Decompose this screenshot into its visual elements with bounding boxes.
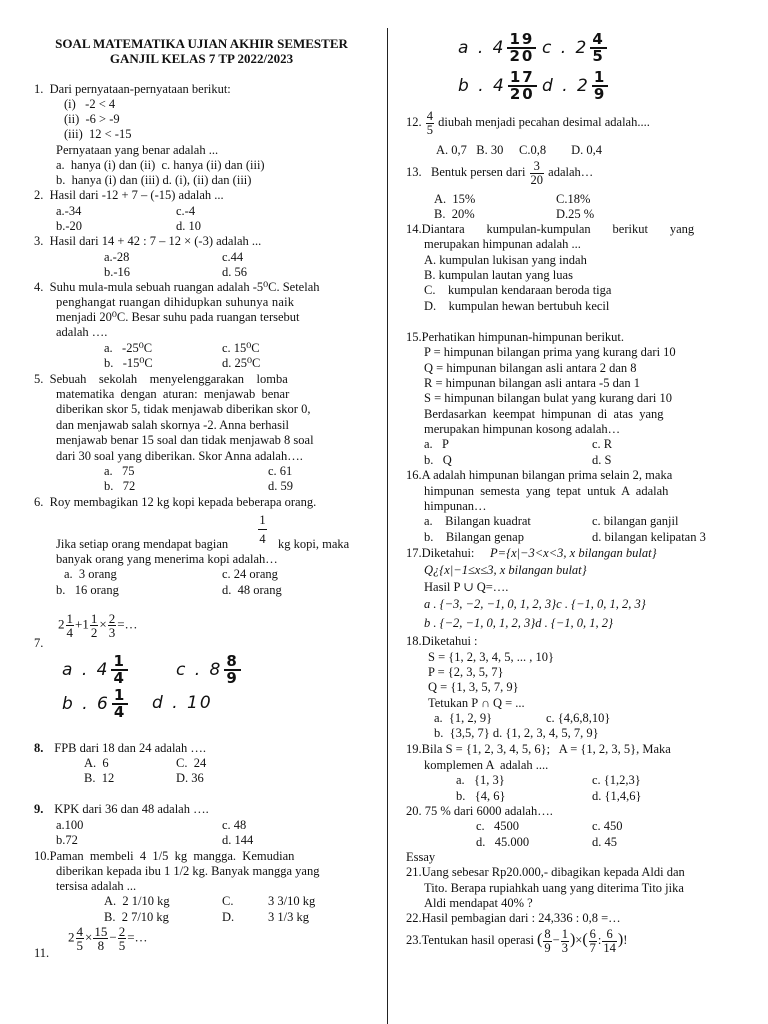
q7-option-b-den: 4 [113, 703, 127, 721]
q9-option-b: b.72 [56, 833, 78, 847]
q7-frac-2 [90, 612, 99, 639]
q14-line-1: 14.Diantara kumpulan-kumpulan berikut yang [406, 222, 695, 236]
q5-line-4: dan menjawab salah skornya -2. Anna berhasil [56, 418, 289, 432]
q12-fraction [426, 110, 434, 136]
q7-option-c-den: 9 [226, 669, 239, 687]
q23-frac-4 [602, 928, 617, 954]
q17-set-q: Q¿{x|−1≤x≤3, x bilangan bulat} [424, 563, 587, 577]
q11-option-a-num: 19 [509, 30, 535, 48]
q19-line-1: 19.Bila S = {1, 2, 3, 4, 5, 6}; A = {1, 2, 3, 5}, Maka [406, 742, 671, 756]
q5-option-a: a. 75 [104, 464, 135, 478]
q15-line-3: merupakan himpunan kosong adalah… [424, 422, 621, 436]
q3-option-d: d. 56 [222, 265, 247, 279]
q19-option-d: d. {1,4,6} [592, 789, 642, 803]
q11-option-b-den: 20 [509, 85, 535, 103]
q11-option-c-num: 4 [592, 30, 605, 48]
q11-option-a-frac [507, 32, 536, 64]
q2-option-a: a.-34 [56, 204, 82, 218]
q9-number: 9. [34, 802, 44, 816]
q7-frac-1 [66, 612, 75, 639]
q11-option-d-num: 1 [593, 68, 607, 86]
q7-option-b [62, 688, 130, 720]
q1-text: 1. Dari pernyataan-pernyataan berikut: [34, 82, 231, 96]
q18-line-2: Tetukan P ∩ Q = ... [428, 696, 525, 710]
q11-option-d [542, 70, 610, 102]
q19-option-a: a. {1, 3} [456, 773, 505, 787]
q8-option-c: C. 24 [176, 756, 207, 770]
q8-text: FPB dari 18 dan 24 adalah …. [48, 741, 206, 755]
q2-option-c: c.-4 [176, 204, 196, 218]
q23-frac-4-den: 14 [603, 940, 616, 955]
q21-line-3: Aldi mendapat 40% ? [424, 896, 533, 910]
q5-line-3: diberikan skor 5, tidak menjawab diberikan skor 0, [56, 402, 311, 416]
q23-minus: − [552, 932, 560, 947]
q7-option-c-frac [224, 654, 240, 686]
q7-number: 7. [34, 636, 44, 650]
q7-option-b-num: 1 [113, 686, 127, 704]
q11-option-b [458, 70, 539, 102]
q4-line-1: 4. Suhu mula-mula sebuah ruangan adalah -5⁰C. Setelah [34, 280, 320, 294]
q23-frac-2-num: 1 [561, 927, 568, 941]
q15-option-b: b. Q [424, 453, 452, 467]
q1-iii: (iii) 12 < -15 [64, 127, 132, 141]
q11-op-2: − [109, 929, 117, 945]
q8-option-d: D. 36 [176, 771, 204, 785]
q7-op-1: + [75, 616, 83, 632]
q7-frac-1-num: 1 [66, 611, 73, 626]
q15-set-r: R = himpunan bilangan asli antara -5 dan 1 [424, 376, 641, 390]
q18-set-q: Q = {1, 3, 5, 7, 9} [428, 680, 519, 694]
q12-fraction-num: 4 [426, 109, 433, 123]
q23-tail: ! [623, 932, 628, 947]
q7-expression [58, 612, 138, 639]
q10-option-d-value: 3 1/3 kg [268, 910, 309, 924]
q7-option-a-num: 1 [113, 652, 126, 670]
q7-option-a-label: a . 4 [62, 660, 110, 680]
q15-option-c: c. R [592, 437, 613, 451]
q13-fraction [530, 160, 545, 186]
q6-fraction-numerator: 1 [259, 513, 266, 527]
q4-option-b: b. -15⁰C [104, 356, 153, 370]
q5-option-c: c. 61 [268, 464, 293, 478]
q2-option-b: b.-20 [56, 219, 83, 233]
q16-option-c: c. bilangan ganjil [592, 514, 679, 528]
q21-line-1: 21.Uang sebesar Rp20.000,- dibagikan kepada Aldi dan [406, 865, 685, 879]
q7-option-b-label: b . 6 [62, 694, 110, 714]
q5-line-2: matematika dengan aturan: menjawab benar [56, 387, 290, 401]
q6-option-d: d. 48 orang [222, 583, 282, 597]
q4-option-a: a. -25⁰C [104, 341, 153, 355]
q23-line [406, 928, 627, 954]
q16-line-2: himpunan semesta yang tepat untuk A adalah [424, 484, 669, 498]
q18-option-a: a. {1, 2, 9} [434, 711, 493, 725]
column-divider [387, 28, 388, 1024]
q14-line-2: merupakan himpunan adalah ... [424, 237, 581, 251]
q6-fraction-bar [258, 529, 267, 530]
q5-line-1: 5. Sebuah sekolah menyelenggarakan lomba [34, 372, 288, 386]
q8-option-a: A. 6 [84, 756, 109, 770]
q7-option-c [176, 654, 243, 686]
q20-option-c1: c. 4500 [476, 819, 520, 833]
q10-option-c: C. [222, 894, 234, 908]
q16-line-3: himpunan… [424, 499, 487, 513]
q11-frac-1 [76, 925, 85, 952]
q11-frac-2-num: 15 [94, 924, 108, 939]
q19-line-2: komplemen A adalah .... [424, 758, 549, 772]
q23-colon: : [597, 932, 602, 947]
q7-op-2: × [99, 616, 107, 632]
q6-line-1: 6. Roy membagikan 12 kg kopi kepada beberapa orang. [34, 495, 317, 509]
q6-line-3: banyak orang yang menerima kopi adalah… [56, 552, 278, 566]
q1-ii: (ii) -6 > -9 [64, 112, 120, 126]
q15-line-1: 15.Perhatikan himpunan-himpunan berikut. [406, 330, 625, 344]
q8-option-b: B. 12 [84, 771, 115, 785]
q17-set-p: P={x|−3<x<3, x bilangan bulat} [490, 546, 657, 560]
q7-option-a [62, 654, 130, 686]
q10-option-b: B. 2 7/10 kg [104, 910, 169, 924]
essay-title: Essay [406, 850, 436, 864]
q18-line-1: 18.Diketahui : [406, 634, 478, 648]
q3-text: 3. Hasil dari 14 + 42 : 7 – 12 × (-3) adalah ... [34, 234, 262, 248]
q10-option-c-value: 3 3/10 kg [268, 894, 316, 908]
q11-frac-3-num: 2 [118, 924, 126, 939]
q7-option-d: d . 10 [152, 693, 213, 713]
q9-option-a: a.100 [56, 818, 84, 832]
q13-option-d: D.25 % [556, 207, 595, 221]
q8-number: 8. [34, 741, 44, 755]
q20-option-d2: d. 45 [592, 835, 617, 849]
q22-text: 22.Hasil pembagian dari : 24,336 : 0,8 =… [406, 911, 621, 925]
q20-option-c2: c. 450 [592, 819, 623, 833]
q10-option-d: D. [222, 910, 235, 924]
q7-frac-3 [108, 612, 117, 639]
q21-line-2: Tito. Berapa rupiahkah uang yang diterima Tito jika [424, 881, 684, 895]
q20-line-1: 20. 75 % dari 6000 adalah…. [406, 804, 553, 818]
q23-frac-2 [561, 928, 569, 954]
q18-option-c: c. {4,6,8,10} [546, 711, 611, 725]
q11-option-c-frac [590, 32, 606, 64]
q13-tail: adalah… [548, 164, 594, 179]
q11-whole-1: 2 [68, 929, 75, 945]
q23-frac-2-den: 3 [561, 940, 568, 955]
q3-option-c: c.44 [222, 250, 244, 264]
q11-frac-1-num: 4 [76, 924, 83, 939]
q13-fraction-num: 3 [530, 160, 545, 174]
q11-number: 11. [34, 946, 50, 960]
header-line-1: SOAL MATEMATIKA UJIAN AKHIR SEMESTER [55, 36, 348, 51]
q1-i: (i) -2 < 4 [64, 97, 116, 111]
q10-line-2: diberikan kepada ibu 1 1/2 kg. Banyak mangga yang [56, 864, 320, 878]
q7-option-c-num: 8 [226, 652, 239, 670]
q19-option-b: b. {4, 6} [456, 789, 506, 803]
q7-option-c-label: c . 8 [176, 660, 223, 680]
q6-option-a: a. 3 orang [64, 567, 117, 581]
q11-option-d-label: d . 2 [542, 76, 590, 96]
q15-set-s: S = himpunan bilangan bulat yang kurang dari 10 [424, 391, 672, 405]
q2-option-d: d. 10 [176, 219, 201, 233]
q17-options-bd: b . {−2, −1, 0, 1, 2, 3}d . {−1, 0, 1, 2} [424, 616, 614, 630]
q16-option-a: a. Bilangan kuadrat [424, 514, 531, 528]
q11-frac-1-den: 5 [76, 938, 83, 953]
q7-option-a-den: 4 [113, 669, 126, 687]
q7-frac-2-num: 1 [90, 611, 98, 626]
q6-fraction-denominator: 4 [259, 532, 266, 546]
q6-line-2a: Jika setiap orang mendapat bagian [56, 537, 229, 551]
header-line-2: GANJIL KELAS 7 TP 2022/2023 [109, 51, 294, 66]
q12-number: 12. [406, 114, 422, 129]
q5-line-6: dari 30 soal yang diberikan. Skor Anna adalah…. [56, 449, 303, 463]
q4-option-c: c. 15⁰C [222, 341, 260, 355]
q14-option-a: A. kumpulan lukisan yang indah [424, 253, 587, 267]
q17-line-3: Hasil P ∪ Q=…. [424, 580, 509, 594]
q11-frac-2 [93, 925, 108, 952]
q11-tail: =… [127, 929, 148, 945]
q7-whole-2: 1 [82, 616, 89, 632]
q7-frac-3-num: 2 [108, 611, 116, 626]
q17-line-1a: 17.Diketahui: [406, 546, 475, 560]
q23-paren-close-1: ) [569, 930, 576, 948]
q6-fraction [258, 513, 267, 546]
q23-frac-3-den: 7 [589, 940, 596, 955]
q10-line-3: tersisa adalah ... [56, 879, 137, 893]
q15-option-a: a. P [424, 437, 449, 451]
q23-paren-open-2: ( [582, 930, 588, 948]
q12-text: diubah menjadi pecahan desimal adalah.... [438, 114, 650, 129]
q7-frac-3-den: 3 [108, 625, 116, 640]
q23-times: × [575, 932, 583, 947]
q9-text: KPK dari 36 dan 48 adalah …. [48, 802, 209, 816]
q14-option-d: D. kumpulan hewan bertubuh kecil [424, 299, 610, 313]
q3-option-b: b.-16 [104, 265, 131, 279]
q11-option-b-num: 17 [509, 68, 535, 86]
q1-option-a: a. hanya (i) dan (ii) c. hanya (ii) dan (iii) [56, 158, 265, 172]
q17-options-ac: a . {−3, −2, −1, 0, 1, 2, 3}c . {−1, 0, 1, 2, 3} [424, 597, 646, 611]
q9-option-d: d. 144 [222, 833, 254, 847]
q5-option-b: b. 72 [104, 479, 136, 493]
q13-text: 13. Bentuk persen dari [406, 164, 526, 179]
q6-option-b: b. 16 orang [56, 583, 119, 597]
q11-frac-3 [118, 925, 127, 952]
q14-option-c: C. kumpulan kendaraan beroda tiga [424, 283, 612, 297]
q11-option-a-den: 20 [509, 47, 535, 65]
q10-line-1: 10.Paman membeli 4 1/5 kg mangga. Kemudian [34, 849, 295, 863]
q18-set-p: P = {2, 3, 5, 7} [428, 665, 504, 679]
q13-fraction-den: 20 [530, 172, 544, 187]
q11-option-b-label: b . 4 [458, 76, 506, 96]
q14-option-b: B. kumpulan lautan yang luas [424, 268, 573, 282]
q23-frac-1 [543, 928, 551, 954]
q11-op-1: × [85, 929, 93, 945]
q19-option-c: c. {1,2,3} [592, 773, 641, 787]
q11-frac-3-den: 5 [118, 938, 126, 953]
q12-fraction-den: 5 [426, 122, 433, 137]
q13-option-a: A. 15% [434, 192, 476, 206]
q1-stem: Pernyataan yang benar adalah ... [56, 143, 219, 157]
q12-line [406, 110, 650, 136]
q16-line-1: 16.A adalah himpunan bilangan prima selain 2, maka [406, 468, 673, 482]
q4-line-4: adalah …. [56, 325, 108, 339]
q11-option-c [542, 32, 609, 64]
q23-frac-4-num: 6 [602, 928, 617, 942]
q7-tail: =… [117, 616, 138, 632]
q13-option-b: B. 20% [434, 207, 475, 221]
q11-frac-2-den: 8 [97, 938, 105, 953]
q12-options: A. 0,7 B. 30 C.0,8 D. 0,4 [436, 143, 602, 157]
q1-option-b: b. hanya (i) dan (iii) d. (i), (ii) dan (iii) [56, 173, 252, 187]
q7-option-a-frac [111, 654, 127, 686]
q23-text: 23.Tentukan hasil operasi [406, 932, 534, 947]
q2-text: 2. Hasil dari -12 + 7 – (-15) adalah ... [34, 188, 224, 202]
q5-option-d: d. 59 [268, 479, 293, 493]
q4-option-d: d. 25⁰C [222, 356, 261, 370]
q20-option-d1: d. 45.000 [476, 835, 530, 849]
q11-option-a [458, 32, 538, 64]
q18-set-s: S = {1, 2, 3, 4, 5, ... , 10} [428, 650, 555, 664]
q15-line-2: Berdasarkan keempat himpunan di atas yang [424, 407, 664, 421]
q23-frac-3 [589, 928, 597, 954]
q18-option-bd: b. {3,5, 7} d. {1, 2, 3, 4, 5, 7, 9} [434, 726, 599, 740]
q23-frac-1-den: 9 [544, 940, 551, 955]
q11-option-b-frac [508, 70, 537, 102]
q23-paren-open-1: ( [537, 930, 543, 948]
q11-option-a-label: a . 4 [458, 38, 506, 58]
q5-line-5: menjawab benar 15 soal dan tidak menjawab 8 soal [56, 433, 314, 447]
q11-option-d-den: 9 [593, 85, 607, 103]
q11-option-c-label: c . 2 [542, 38, 589, 58]
q6-line-2b: kg kopi, maka [278, 537, 350, 551]
q11-option-c-den: 5 [592, 47, 605, 65]
q23-paren-close-2: ) [617, 930, 624, 948]
q23-frac-3-num: 6 [589, 927, 596, 941]
q4-line-2: penghangat ruangan dihidupkan suhunya naik [56, 295, 295, 309]
q3-option-a: a.-28 [104, 250, 130, 264]
q4-line-3: menjadi 20⁰C. Besar suhu pada ruangan tersebut [56, 310, 300, 324]
q13-line [406, 160, 593, 186]
q6-option-c: c. 24 orang [222, 567, 278, 581]
q15-set-q: Q = himpunan bilangan asli antara 2 dan 8 [424, 361, 637, 375]
q23-frac-1-num: 8 [544, 927, 551, 941]
q7-frac-1-den: 4 [66, 625, 73, 640]
q7-frac-2-den: 2 [90, 625, 98, 640]
q15-option-d: d. S [592, 453, 612, 467]
q9-option-c: c. 48 [222, 818, 247, 832]
q16-option-b: b. Bilangan genap [424, 530, 524, 544]
q15-set-p: P = himpunan bilangan prima yang kurang dari 10 [424, 345, 676, 359]
q7-option-b-frac [112, 688, 128, 720]
q16-option-d: d. bilangan kelipatan 3 [592, 530, 706, 544]
q11-option-d-frac [592, 70, 608, 102]
q10-option-a: A. 2 1/10 kg [104, 894, 170, 908]
q13-option-c: C.18% [556, 192, 591, 206]
q11-expression [68, 925, 148, 952]
q7-whole-1: 2 [58, 616, 65, 632]
